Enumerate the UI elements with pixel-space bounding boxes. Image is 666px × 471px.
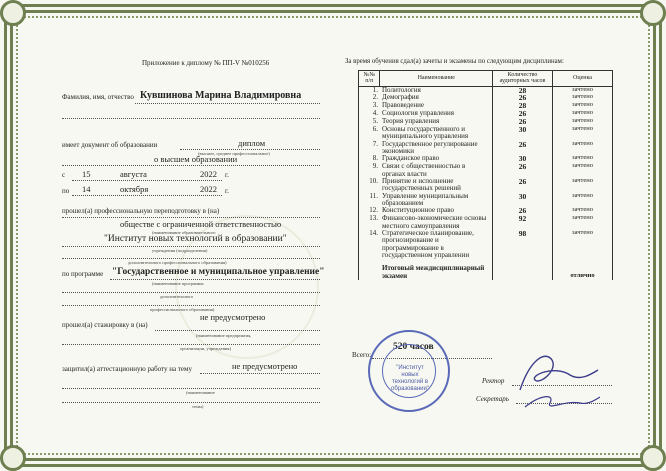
from-underline bbox=[72, 180, 222, 181]
row-num: 10. bbox=[359, 178, 380, 193]
edu-underline bbox=[62, 165, 320, 166]
rector-label: Ректор bbox=[482, 377, 505, 385]
org-line-2: "Институт новых технологий в образовании" bbox=[104, 234, 287, 244]
row-hours: 30 bbox=[493, 193, 553, 208]
table-row bbox=[359, 230, 613, 259]
table-row bbox=[359, 141, 613, 156]
doc-label: имеет документ об образовании bbox=[62, 141, 158, 149]
grades-table bbox=[358, 70, 613, 280]
row-subject: Принятие и исполнение государственных решений bbox=[381, 176, 461, 193]
row-hours: 28 bbox=[493, 102, 553, 110]
organization-seal-inner bbox=[382, 344, 436, 398]
corner-ornament bbox=[640, 0, 666, 26]
row-num: 9. bbox=[359, 163, 380, 178]
from-month: августа bbox=[120, 169, 147, 179]
row-hours: 26 bbox=[493, 118, 553, 126]
row-grade: зачтено bbox=[553, 215, 613, 230]
from-year-suffix: г. bbox=[225, 171, 229, 179]
row-subject: Государственное регулирование экономики bbox=[381, 139, 478, 155]
row-grade: зачтено bbox=[553, 86, 613, 94]
row-num: 8. bbox=[359, 155, 380, 163]
table-row bbox=[359, 193, 613, 208]
row-num: 2. bbox=[359, 94, 380, 102]
defense-caption-2: темы) bbox=[192, 404, 204, 409]
defense-underline-2 bbox=[62, 388, 320, 389]
corner-ornament bbox=[0, 445, 26, 471]
row-subject: Основы государственного и муниципального управления bbox=[381, 124, 469, 141]
table-row bbox=[359, 215, 613, 230]
total-value: 520 часов bbox=[393, 342, 434, 352]
row-grade: зачтено bbox=[553, 178, 613, 193]
to-day: 14 bbox=[82, 184, 91, 194]
seal-text: "Институт новых технологий в образовании" bbox=[390, 365, 429, 392]
defense-label: защитил(а) аттестационную работу на тему bbox=[62, 365, 192, 373]
col-name: Наименование bbox=[380, 71, 493, 87]
row-subject: Конституционное право bbox=[381, 206, 454, 215]
row-num: 4. bbox=[359, 110, 380, 118]
intern-value-top: не предусмотрено bbox=[200, 312, 266, 322]
row-grade: зачтено bbox=[553, 110, 613, 118]
final-grade: отлично bbox=[553, 259, 613, 280]
row-grade: зачтено bbox=[553, 230, 613, 259]
defense-value: не предусмотрено bbox=[232, 361, 298, 371]
row-hours: 92 bbox=[493, 215, 553, 230]
row-num: 1. bbox=[359, 86, 380, 94]
program-underline-3 bbox=[62, 305, 320, 306]
from-day: 15 bbox=[82, 169, 91, 179]
row-grade: зачтено bbox=[553, 207, 613, 215]
table-row bbox=[359, 126, 613, 141]
fio-underline-2 bbox=[62, 118, 320, 119]
intern-underline bbox=[155, 330, 320, 331]
row-hours: 26 bbox=[493, 141, 553, 156]
program-underline bbox=[110, 279, 320, 280]
row-num: 12. bbox=[359, 207, 380, 215]
intern-underline-2 bbox=[62, 344, 320, 345]
col-hours: Количество аудиторных часов bbox=[493, 71, 553, 87]
defense-underline bbox=[200, 373, 320, 374]
row-hours: 30 bbox=[493, 155, 553, 163]
row-grade: зачтено bbox=[553, 126, 613, 141]
corner-ornament bbox=[640, 445, 666, 471]
row-num: 11. bbox=[359, 193, 380, 208]
row-grade: зачтено bbox=[553, 163, 613, 178]
row-grade: зачтено bbox=[553, 155, 613, 163]
intern-caption-1: (наименование предприятия, bbox=[196, 333, 252, 338]
row-grade: зачтено bbox=[553, 118, 613, 126]
to-year: 2022 bbox=[200, 184, 217, 194]
org-caption-2: учреждения (подразделения) bbox=[152, 248, 208, 253]
row-subject: Демография bbox=[381, 93, 419, 102]
final-exam: Итоговый междисциплинарный экзамен bbox=[381, 264, 485, 280]
row-subject: Правоведение bbox=[381, 101, 424, 110]
rector-signature bbox=[500, 345, 600, 415]
table-row bbox=[359, 163, 613, 178]
row-grade: зачтено bbox=[553, 102, 613, 110]
row-subject: Политология bbox=[381, 85, 421, 94]
row-num: 14. bbox=[359, 230, 380, 259]
row-grade: зачтено bbox=[553, 193, 613, 208]
edu-value: о высшем образовании bbox=[154, 154, 238, 164]
program-value: "Государственное и муниципальное управление" bbox=[112, 267, 325, 277]
program-caption-1: (наименование программы bbox=[152, 281, 204, 286]
retrain-underline bbox=[62, 217, 320, 218]
program-label: по программе bbox=[62, 270, 104, 278]
table-row bbox=[359, 259, 613, 280]
row-grade: зачтено bbox=[553, 94, 613, 102]
retrain-label: прошел(а) профессиональную переподготовку в (на) bbox=[62, 207, 220, 215]
defense-caption-1: (наименование bbox=[186, 390, 215, 395]
row-hours: 26 bbox=[493, 207, 553, 215]
org-caption-1: (наименование образовательного bbox=[152, 230, 216, 235]
org-caption-3: дополнительного профессионального образования) bbox=[128, 260, 227, 265]
row-num: 13. bbox=[359, 215, 380, 230]
row-num: 7. bbox=[359, 141, 380, 156]
to-month: октября bbox=[120, 184, 149, 194]
from-year: 2022 bbox=[200, 169, 217, 179]
to-year-suffix: г. bbox=[225, 187, 229, 195]
supplement-header: Приложение к диплому № ПП-V №010256 bbox=[142, 59, 270, 67]
row-num: 5. bbox=[359, 118, 380, 126]
row-subject: Финансово-экономические основы местного самоуправления bbox=[381, 214, 487, 230]
intern-label: прошел(а) стажировку в (на) bbox=[62, 321, 148, 329]
col-num: №№ п/п bbox=[359, 71, 380, 87]
fio-label: Фамилия, имя, отчество bbox=[62, 93, 134, 101]
fio-underline bbox=[135, 103, 320, 104]
row-hours: 26 bbox=[493, 163, 553, 178]
to-label: по bbox=[62, 187, 70, 195]
row-hours: 26 bbox=[493, 178, 553, 193]
intern-caption-2: организации, учреждения) bbox=[180, 346, 231, 351]
row-num bbox=[359, 259, 380, 280]
doc-underline bbox=[180, 149, 320, 150]
doc-value: диплом bbox=[238, 138, 266, 148]
doc-caption: (высшее, среднее профессиональное) bbox=[198, 151, 270, 156]
fio-value: Кувшинова Марина Владимировна bbox=[140, 90, 302, 101]
program-caption-2: дополнительного bbox=[160, 294, 194, 299]
row-subject: Социология управления bbox=[381, 109, 455, 118]
row-hours: 98 bbox=[493, 230, 553, 259]
row-num: 3. bbox=[359, 102, 380, 110]
program-caption-3: профессионального образования) bbox=[150, 307, 215, 312]
program-underline-2 bbox=[62, 292, 320, 293]
row-subject: Теория управления bbox=[381, 117, 440, 126]
row-subject: Гражданское право bbox=[381, 154, 440, 163]
row-hours: 28 bbox=[493, 86, 553, 94]
row-hours: 26 bbox=[493, 94, 553, 102]
organization-seal bbox=[368, 330, 450, 412]
row-num: 6. bbox=[359, 126, 380, 141]
row-hours: 30 bbox=[493, 126, 553, 141]
row-subject: Связи с общественностью в органах власти bbox=[381, 162, 466, 178]
corner-ornament bbox=[0, 0, 26, 26]
grades-header: За время обучения сдал(а) зачеты и экзамены по следующим дисциплинам: bbox=[345, 58, 564, 65]
table-row bbox=[359, 178, 613, 193]
col-grade: Оценка bbox=[553, 71, 613, 87]
row-subject: Управление муниципальным образованием bbox=[381, 191, 469, 207]
org-line-1: обществе с ограниченной ответственностью bbox=[120, 219, 282, 229]
defense-underline-3 bbox=[62, 402, 320, 403]
total-label: Всего: bbox=[352, 351, 372, 359]
org-underline bbox=[62, 246, 320, 247]
final-hours bbox=[493, 259, 553, 280]
row-subject: Стратегическое планирование, прогнозирование и программирование в государственном управлении bbox=[381, 228, 474, 259]
row-hours: 26 bbox=[493, 110, 553, 118]
from-label: с bbox=[62, 171, 66, 179]
secretary-label: Секретарь bbox=[476, 395, 509, 403]
grades-body bbox=[359, 86, 613, 259]
to-underline bbox=[72, 195, 222, 196]
row-grade: зачтено bbox=[553, 141, 613, 156]
org-underline-2 bbox=[62, 258, 320, 259]
